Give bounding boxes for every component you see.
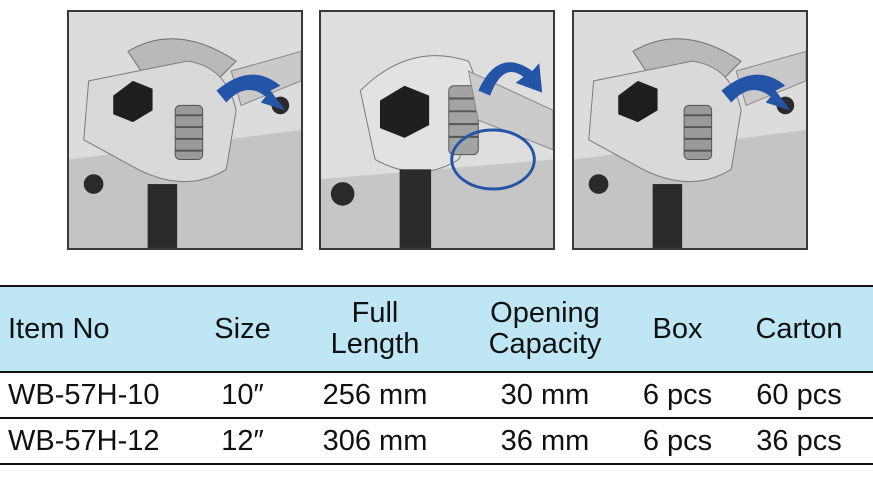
cell-full-length: 256 mm (290, 372, 460, 418)
wrench-photo-2 (319, 10, 555, 250)
wrench-photo-1 (67, 10, 303, 250)
specifications-table (0, 285, 873, 465)
wrench-photo-3 (572, 10, 808, 250)
cell-opening: 36 mm (460, 418, 630, 464)
adjustable-wrench-image (574, 12, 806, 248)
cell-carton: 36 pcs (725, 418, 873, 464)
cell-box: 6 pcs (630, 372, 725, 418)
cell-size: 12″ (195, 418, 290, 464)
header-item-no: Item No (0, 286, 195, 372)
cell-opening: 30 mm (460, 372, 630, 418)
cell-item-no: WB-57H-12 (0, 418, 195, 464)
header-opening-capacity (460, 286, 630, 372)
adjustable-wrench-image (69, 12, 301, 248)
header-box: Box (630, 286, 725, 372)
header-opening-line1: Opening (490, 297, 600, 329)
header-full-length-line2: Length (330, 328, 420, 360)
cell-item-no: WB-57H-10 (0, 372, 195, 418)
table-row (0, 372, 873, 418)
table-row (0, 418, 873, 464)
header-full-length-line1: Full (351, 297, 399, 329)
cell-carton: 60 pcs (725, 372, 873, 418)
cell-full-length: 306 mm (290, 418, 460, 464)
header-size: Size (195, 286, 290, 372)
header-full-length (290, 286, 460, 372)
header-opening-line2: Capacity (488, 328, 602, 360)
header-carton: Carton (725, 286, 873, 372)
cell-box: 6 pcs (630, 418, 725, 464)
cell-size: 10″ (195, 372, 290, 418)
adjustable-wrench-image (321, 12, 553, 248)
table-header-row (0, 286, 873, 372)
